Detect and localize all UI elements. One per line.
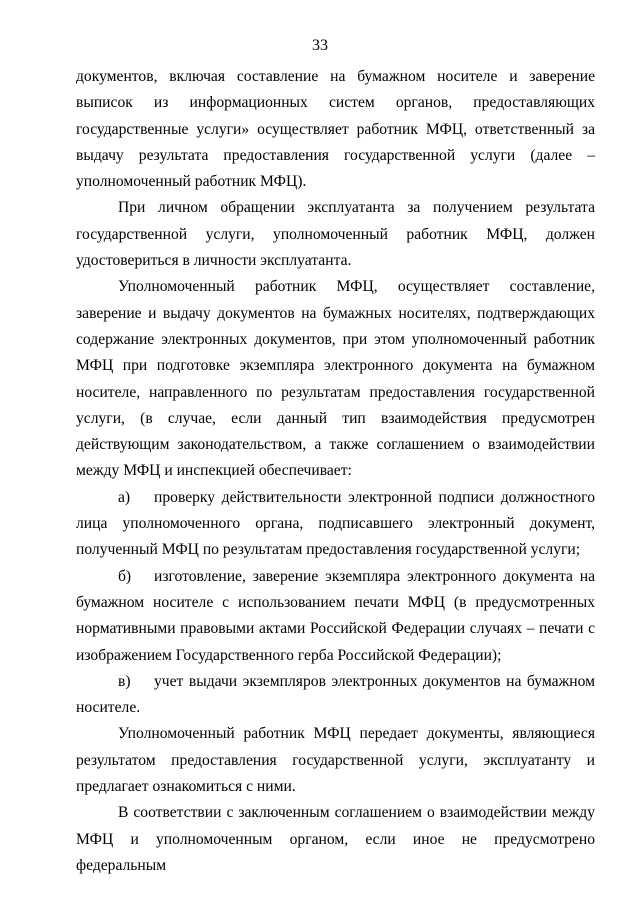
paragraph-document-issuance: Уполномоченный работник МФЦ, осуществляет составление, заверение и выдачу документов на бумажных носителях, подтверждающих содержание электронных документов, при этом уполномоченный работник МФЦ при подготовке экземпляра электронного документа на бумажном носителе, направленного по результатам предоставления государственной услуги, (в случае, если данный тип взаимодействия предусмотрен действующим законодательством, а также соглашением о взаимодействии между МФЦ и инспекцией обеспечивает: [76, 278, 595, 480]
list-item-marker: а) [118, 488, 131, 506]
list-item [76, 669, 595, 722]
list-item-text: изготовление, заверение экземпляра электронного документа на бумажном носителе с использованием печати МФЦ (в предусмотренных нормативными правовыми актами Российской Федерации случаях – печати с изображением Государственного герба Российской Федерации); [76, 567, 595, 664]
list-item-text: учет выдачи экземпляров электронных документов на бумажном носителе. [76, 672, 595, 717]
list-item-marker: в) [118, 672, 131, 690]
paragraph-personal-appeal: При личном обращении эксплуатанта за получением результата государственной услуги, уполномоченный работник МФЦ, должен удостовериться в личности эксплуатанта. [76, 199, 595, 270]
page-number: 33 [312, 37, 328, 54]
document-body [76, 64, 595, 879]
list-item [76, 564, 595, 669]
paragraph-handover: Уполномоченный работник МФЦ передает документы, являющиеся результатом предоставления государственной услуги, эксплуатанту и предлагает ознакомиться с ними. [76, 725, 595, 796]
list-item-marker: б) [118, 567, 132, 585]
list-item [76, 485, 595, 564]
paragraph-agreement: В соответствии с заключенным соглашением о взаимодействии между МФЦ и уполномоченным органом, если иное не предусмотрено федеральным [76, 804, 595, 874]
list-item-text: проверку действительности электронной подписи должностного лица уполномоченного органа, подписавшего электронный документ, полученный МФЦ по результатам предоставления государственной услуги; [76, 488, 595, 559]
paragraph-continuation: документов, включая составление на бумажном носителе и заверение выписок из информационных систем органов, предоставляющих государственные услуги» осуществляет работник МФЦ, ответственный за выдачу результата предоставления государственной услуги (далее – уполномоченный работник МФЦ). [76, 68, 595, 191]
